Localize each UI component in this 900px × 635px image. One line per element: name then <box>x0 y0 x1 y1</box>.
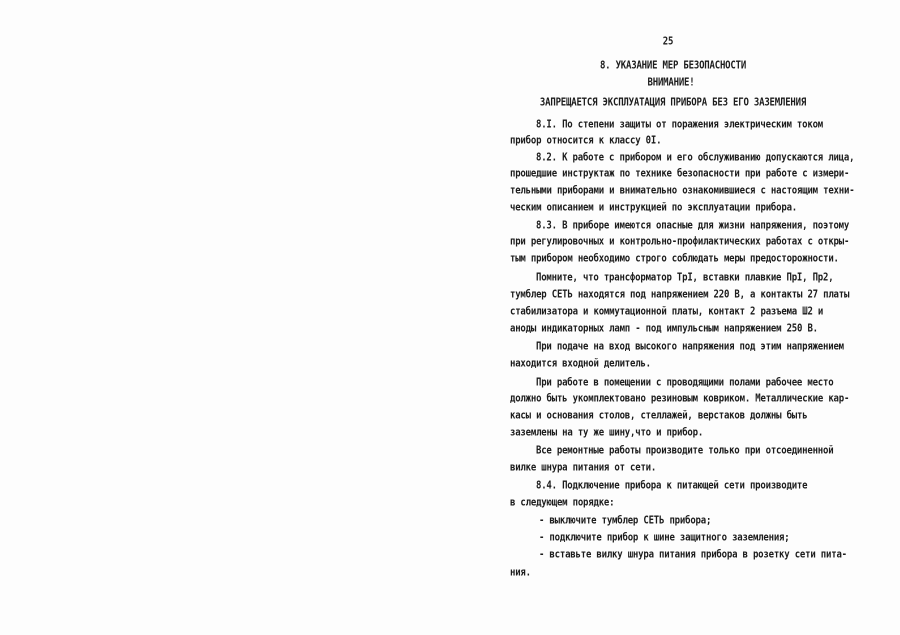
text-line: находится входной делитель. <box>510 358 651 370</box>
text-line: тельными приборами и внимательно ознакомившиеся с настоящим техни- <box>510 185 855 197</box>
text-line: стабилизатора и коммутационной платы, контакт 2 разъема Ш2 и <box>510 306 824 318</box>
text-line: прибор относится к классу 0I. <box>510 135 662 147</box>
list-item-continuation: ния. <box>510 567 531 579</box>
text-line: При подаче на вход высокого напряжения под этим напряжением <box>536 341 844 353</box>
text-line: должно быть укомплектовано резиновым ковриком. Металлические кар- <box>510 393 850 405</box>
text-line: прошедшие инструктаж по технике безопасности при работе с измери- <box>510 168 850 180</box>
text-line: в следующем порядке: <box>510 497 615 509</box>
prohibition-heading: ЗАПРЕЩАЕТСЯ ЭКСПЛУАТАЦИЯ ПРИБОРА БЕЗ ЕГО ЗАЗЕМЛЕНИЯ <box>539 97 807 109</box>
list-item: - подключите прибор к шине защитного заземления; <box>539 532 790 544</box>
text-line: заземлены на ту же шину,что и прибор. <box>510 427 704 439</box>
text-line: 8.2. К работе с прибором и его обслуживанию допускаются лица, <box>536 152 855 164</box>
text-line: 8.I. По степени защиты от поражения электрическим током <box>536 119 824 131</box>
list-item: - вставьте вилку шнура питания прибора в розетку сети пита- <box>539 549 847 561</box>
text-line: 8.3. В приборе имеются опасные для жизни напряжения, поэтому <box>536 220 850 232</box>
text-line: при регулировочных и контрольно-профилактических работах с откры- <box>510 236 850 248</box>
text-line: ческим описанием и инструкцией по эксплуатации прибора. <box>510 202 798 214</box>
text-line: Помните, что трансформатор ТрI, вставки плавкие ПрI, Пр2, <box>536 272 834 284</box>
text-line: Все ремонтные работы производите только при отсоединенной <box>536 445 834 457</box>
text-line: 8.4. Подключение прибора к питающей сети производите <box>536 480 808 492</box>
section-title: 8. УКАЗАНИЕ МЕР БЕЗОПАСНОСТИ <box>599 60 747 72</box>
text-line: тумблер СЕТЬ находятся под напряжением 220 В, а контакты 27 платы <box>510 289 850 301</box>
text-line: При работе в помещении с проводящими полами рабочее место <box>536 377 834 389</box>
text-line: тым прибором необходимо строго соблюдать меры предосторожности. <box>510 253 839 265</box>
warning-heading: ВНИМАНИЕ! <box>647 77 695 89</box>
text-line: вилке шнура питания от сети. <box>510 462 657 474</box>
text-line: аноды индикаторных ламп - под импульсным напряжением 250 В. <box>510 323 818 335</box>
page-number: 25 <box>662 36 674 48</box>
text-line: касы и основания столов, стеллажей, верстаков должны быть <box>510 410 808 422</box>
list-item: - выключите тумблер СЕТЬ прибора; <box>539 515 712 527</box>
